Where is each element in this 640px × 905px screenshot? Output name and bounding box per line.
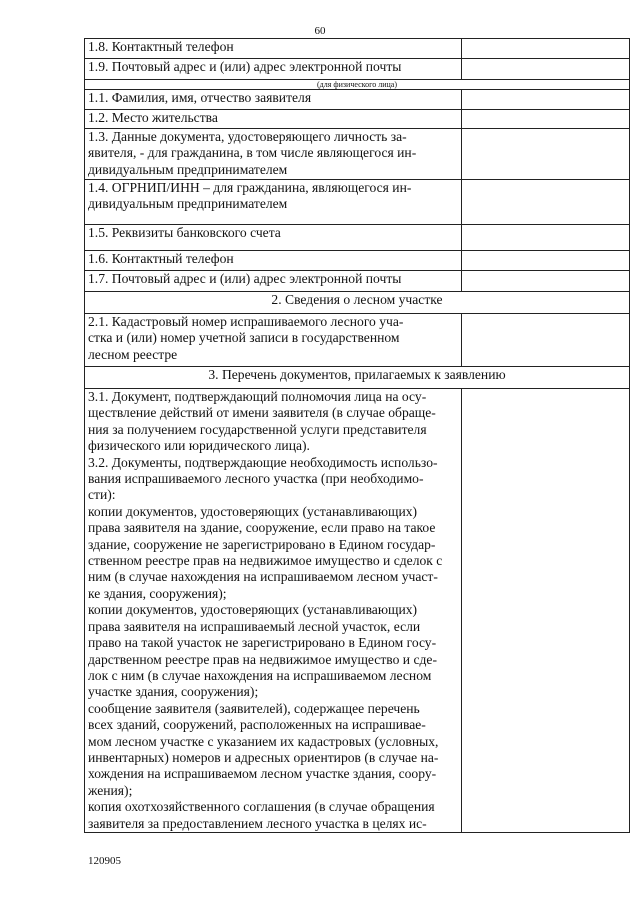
documents-list-text: 3.1. Документ, подтверждающий полномочия лица на осу- ществление действий от имени заявителя (в случае обраще- ния за получением государственной услуги представителя физического или юридического лица). 3.2. Документы, подтверждающие необходимость использо- вания испрашиваемого лесного участка (при необходимо- сти): копии документов, удостоверяющих (устанавливающих) права заявителя на здание, сооружение, если право на такое здание, сооружение не зарегистрировано в Едином государ- ственном реестре прав на недвижимое имущество и сделок с ним (в случае нахождения на испрашиваемом лесном участ- ке здания, сооружения); копии документов, удостоверяющих (устанавливающих) права заявителя на испрашиваемый лесной участок, если право на такой участок не зарегистрировано в Едином госу- дарственном реестре прав на недвижимое имущество и сде- лок с ним (в случае нахождения на испрашиваемом лесном участке здания, сооружения); сообщение заявителя (заявителей), содержащее перечень всех зданий, сооружений, расположенных на испрашивае- мом лесном участке с указанием их кадастровых (условных, инвентарных) номеров и адресных ориентиров (в случае на- хождения на испрашиваемом лесном участке здания, соору- жения); копия охотхозяйственного соглашения (в случае обращения заявителя за предоставлением лесного участка в целях ис-: [88, 389, 443, 831]
table-row: [85, 59, 630, 80]
row-label-cell: [85, 225, 462, 251]
section-3-title: 3. Перечень документов, прилагаемых к заявлению: [85, 367, 630, 389]
table-row: [85, 251, 630, 271]
table-row: [85, 314, 630, 367]
row-label: 1.8. Контактный телефон: [88, 39, 234, 54]
individual-caption-row: [85, 80, 630, 90]
section-2-header-row: [85, 292, 630, 314]
row-label: 1.3. Данные документа, удостоверяющего личность за- явителя, - для гражданина, в том числе являющегося ин- дивидуальным предпринимателем: [88, 129, 417, 177]
row-label-cell: [85, 39, 462, 59]
documents-value-cell: [461, 389, 629, 833]
row-label: 1.2. Место жительства: [88, 110, 218, 125]
row-value-cell: [461, 251, 629, 271]
row-label-cell: [85, 90, 462, 110]
row-value-cell: [461, 90, 629, 110]
row-label-cell: [85, 110, 462, 129]
row-label: 2.1. Кадастровый номер испрашиваемого лесного уча- стка и (или) номер учетной записи в государственном лесном реестре: [88, 314, 404, 362]
row-label-cell: [85, 129, 462, 180]
section-3-header-row: [85, 367, 630, 389]
section-2-title: 2. Сведения о лесном участке: [85, 292, 630, 314]
row-value-cell: [461, 271, 629, 292]
row-label-cell: [85, 59, 462, 80]
row-label-cell: [85, 314, 462, 367]
page-number: 60: [314, 25, 326, 37]
row-label-cell: [85, 271, 462, 292]
documents-list-cell: [85, 389, 462, 833]
row-value-cell: [461, 110, 629, 129]
application-form-table: [84, 38, 630, 833]
table-row: [85, 389, 630, 833]
row-value-cell: [461, 314, 629, 367]
footer-code: 120905: [88, 855, 121, 867]
row-label: 1.5. Реквизиты банковского счета: [88, 225, 281, 240]
table-row: [85, 225, 630, 251]
individual-caption: (для физического лица): [85, 80, 630, 90]
row-label: 1.9. Почтовый адрес и (или) адрес электронной почты: [88, 59, 402, 74]
table-row: [85, 129, 630, 180]
table-row: [85, 39, 630, 59]
row-label: 1.4. ОГРНИП/ИНН – для гражданина, являющегося ин- дивидуальным предпринимателем: [88, 180, 412, 212]
row-value-cell: [461, 225, 629, 251]
row-label-cell: [85, 251, 462, 271]
row-label: 1.7. Почтовый адрес и (или) адрес электронной почты: [88, 271, 402, 286]
table-row: [85, 271, 630, 292]
table-row: [85, 180, 630, 225]
row-value-cell: [461, 39, 629, 59]
row-label: 1.1. Фамилия, имя, отчество заявителя: [88, 90, 312, 105]
row-label-cell: [85, 180, 462, 225]
row-value-cell: [461, 59, 629, 80]
row-value-cell: [461, 129, 629, 180]
table-row: [85, 110, 630, 129]
row-value-cell: [461, 180, 629, 225]
table-row: [85, 90, 630, 110]
row-label: 1.6. Контактный телефон: [88, 251, 234, 266]
